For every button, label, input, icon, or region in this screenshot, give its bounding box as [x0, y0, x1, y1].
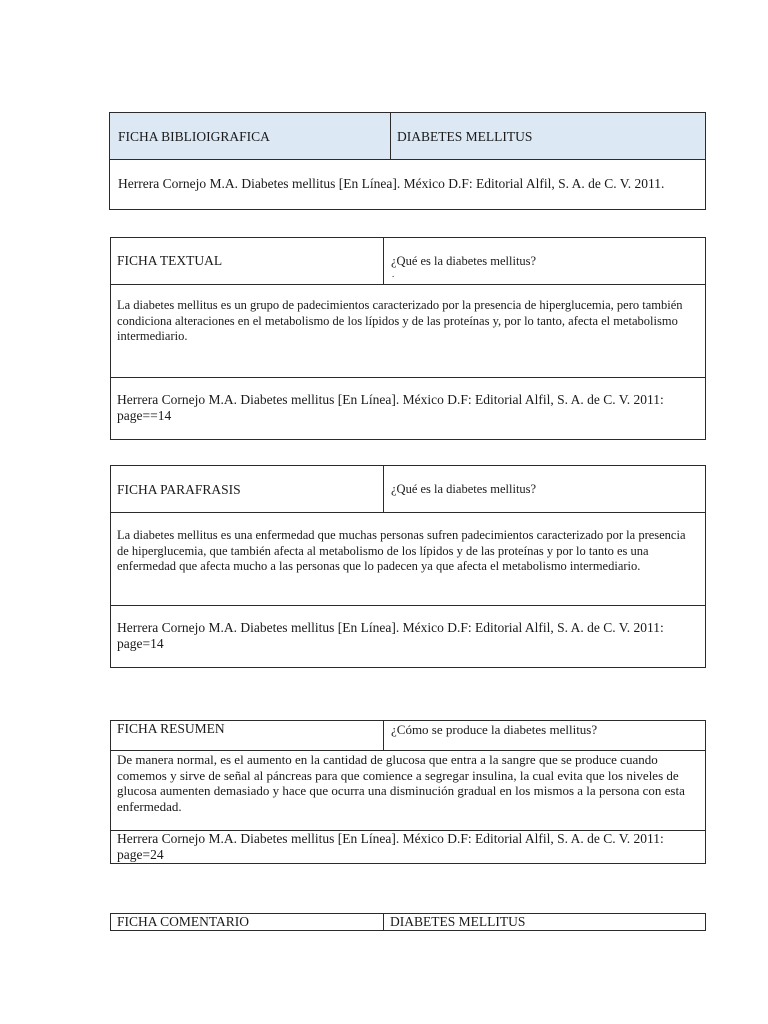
ficha-textual-title: FICHA TEXTUAL [117, 253, 223, 268]
ficha-bibliografica-citation-cell [110, 160, 706, 210]
ficha-comentario-topic: DIABETES MELLITUS [390, 914, 526, 929]
ficha-parafrasis-question: ¿Qué es la diabetes mellitus? [391, 482, 537, 496]
ficha-parafrasis-question-cell [384, 466, 706, 513]
ficha-parafrasis-body: La diabetes mellitus es una enfermedad que muchas personas sufren padecimientos caracterizado por la presencia de hiperglucemia, que también afecta al metabolismo de los lípidos y de las proteínas y por lo tanto es una enfermedad que afecta mucho a las personas que lo padecen ya que afecta el metabolismo intermediario. [117, 528, 686, 573]
ficha-comentario-title: FICHA COMENTARIO [117, 914, 250, 929]
ficha-resumen-question: ¿Cómo se produce la diabetes mellitus? [391, 722, 598, 737]
ficha-parafrasis-citation: Herrera Cornejo M.A. Diabetes mellitus [En Línea]. México D.F: Editorial Alfil, S. A. de C. V. 2011: page=14 [117, 620, 664, 651]
ficha-resumen-body-cell [111, 751, 706, 831]
ficha-bibliografica-topic-cell [391, 113, 706, 160]
ficha-textual-title-cell [111, 238, 384, 285]
ficha-parafrasis-title: FICHA PARAFRASIS [117, 482, 241, 497]
ficha-comentario-title-cell [111, 914, 384, 931]
ficha-comentario [110, 913, 706, 931]
ficha-textual-body: La diabetes mellitus es un grupo de padecimientos caracterizado por la presencia de hiperglucemia, pero también condiciona alteraciones en el metabolismo de los lípidos y de las proteínas y, por lo tanto, afecta el metabolismo intermediario. [117, 298, 683, 343]
ficha-parafrasis [110, 465, 706, 668]
ficha-parafrasis-citation-cell [111, 606, 706, 668]
ficha-bibliografica-title-cell [110, 113, 391, 160]
ficha-textual [110, 237, 706, 440]
ficha-textual-question-cell [384, 238, 706, 285]
ficha-resumen-body: De manera normal, es el aumento en la cantidad de glucosa que entra a la sangre que se produce cuando comemos y sirve de señal al páncreas para que comience a segregar insulina, la cual evita que los niveles de glucosa aumenten demasiado y hace que ocurra una disminución gradual en los mismos a la persona con esta enfermedad. [117, 752, 685, 814]
ficha-resumen-citation-cell [111, 831, 706, 864]
ficha-resumen-title-cell [111, 721, 384, 751]
ficha-comentario-topic-cell [384, 914, 706, 931]
ficha-resumen [110, 720, 706, 864]
ficha-bibliografica-topic: DIABETES MELLITUS [397, 129, 533, 144]
ficha-textual-question-mark: . [392, 268, 395, 279]
ficha-textual-citation-cell [111, 378, 706, 440]
ficha-parafrasis-title-cell [111, 466, 384, 513]
ficha-textual-question: ¿Qué es la diabetes mellitus? [391, 254, 537, 268]
ficha-resumen-question-cell [384, 721, 706, 751]
ficha-textual-citation: Herrera Cornejo M.A. Diabetes mellitus [En Línea]. México D.F: Editorial Alfil, S. A. de C. V. 2011: page==14 [117, 392, 664, 423]
ficha-bibliografica-citation: Herrera Cornejo M.A. Diabetes mellitus [En Línea]. México D.F: Editorial Alfil, S. A. de C. V. 2011. [118, 176, 665, 191]
ficha-resumen-title: FICHA RESUMEN [117, 721, 225, 736]
ficha-parafrasis-body-cell [111, 513, 706, 606]
ficha-bibliografica [109, 112, 706, 210]
ficha-resumen-citation: Herrera Cornejo M.A. Diabetes mellitus [En Línea]. México D.F: Editorial Alfil, S. A. de C. V. 2011: page=24 [117, 831, 664, 862]
ficha-bibliografica-title: FICHA BIBLIOIGRAFICA [118, 129, 270, 144]
ficha-textual-body-cell [111, 285, 706, 378]
